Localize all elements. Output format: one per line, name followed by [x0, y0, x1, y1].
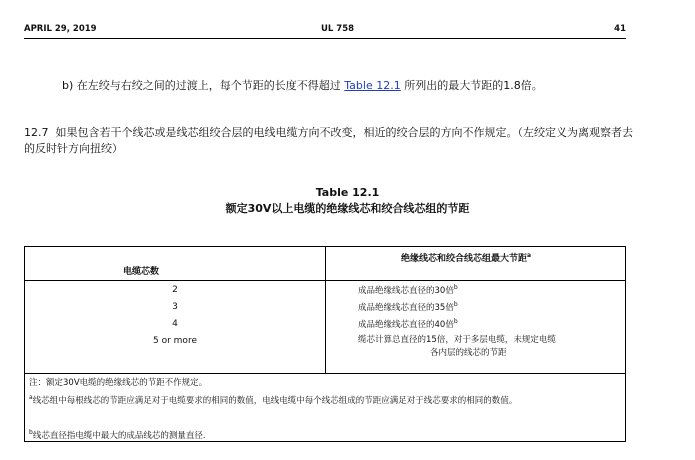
table-row-count: 4 — [172, 319, 178, 329]
paragraph-12-7 — [24, 125, 634, 157]
pitch-table — [24, 246, 626, 442]
table-row-rule: 成品绝缘线芯直径的35倍$^b$ — [358, 301, 458, 313]
table-row-count: 5 or more — [153, 336, 197, 346]
paragraph-number: 12.7 — [24, 126, 49, 139]
table-notes-divider — [25, 373, 625, 374]
table-column-divider — [325, 247, 326, 373]
paragraph-b — [62, 77, 543, 93]
header-date: APRIL 29, 2019 — [24, 24, 97, 34]
table-row-rule: 成品绝缘线芯直径的40倍$^b$ — [358, 318, 458, 330]
table-note-main: 注：额定30V电缆的绝缘线芯的节距不作规定。 — [29, 378, 208, 388]
column-header-core-count: 电缆芯数 — [123, 267, 160, 277]
table-header-divider — [25, 280, 625, 281]
paragraph-b-suffix: 所列出的最大节距的1.8倍。 — [404, 79, 543, 92]
table-note-b: $^b$线芯直径指电缆中最大的成品线芯的测量直径. — [29, 429, 206, 441]
table-row-rule: 成品绝缘线芯直径的30倍$^b$ — [358, 284, 458, 296]
table-12-1-link[interactable]: Table 12.1 — [344, 79, 401, 92]
paragraph-b-prefix: b) 在左绞与右绞之间的过渡上，每个节距的长度不得超过 — [62, 79, 341, 92]
header-page-number: 41 — [614, 24, 626, 34]
table-title: Table 12.1 — [315, 186, 380, 199]
column-header-max-pitch: 绝缘线芯和绞合线芯组最大节距$^a$ — [401, 252, 532, 264]
paragraph-text: 如果包含若干个线芯或是线芯组绞合层的电线电缆方向不改变，相近的绞合层的方向不作规定。（左绞定义为离观察者去的反时针方向扭绞） — [24, 126, 633, 155]
rule-line-2: 各内层的线芯的节距 — [430, 348, 507, 358]
header-standard: UL 758 — [321, 24, 355, 34]
table-subtitle: 额定30V以上电缆的绝缘线芯和绞合线芯组的节距 — [225, 202, 470, 215]
table-note-a: $^a$线芯组中每根线芯的节距应满足对于电缆要求的相同的数值，电线电缆中每个线芯组成的节距应满足对于线芯要求的相同的数值。 — [29, 394, 518, 406]
table-row-count: 3 — [172, 302, 178, 312]
rule-line-1: 缆芯计算总直径的15倍，对于多层电缆，未规定电缆 — [358, 335, 556, 345]
table-row-rule — [358, 334, 618, 360]
page-header — [24, 22, 626, 39]
table-row-count: 2 — [172, 285, 178, 295]
